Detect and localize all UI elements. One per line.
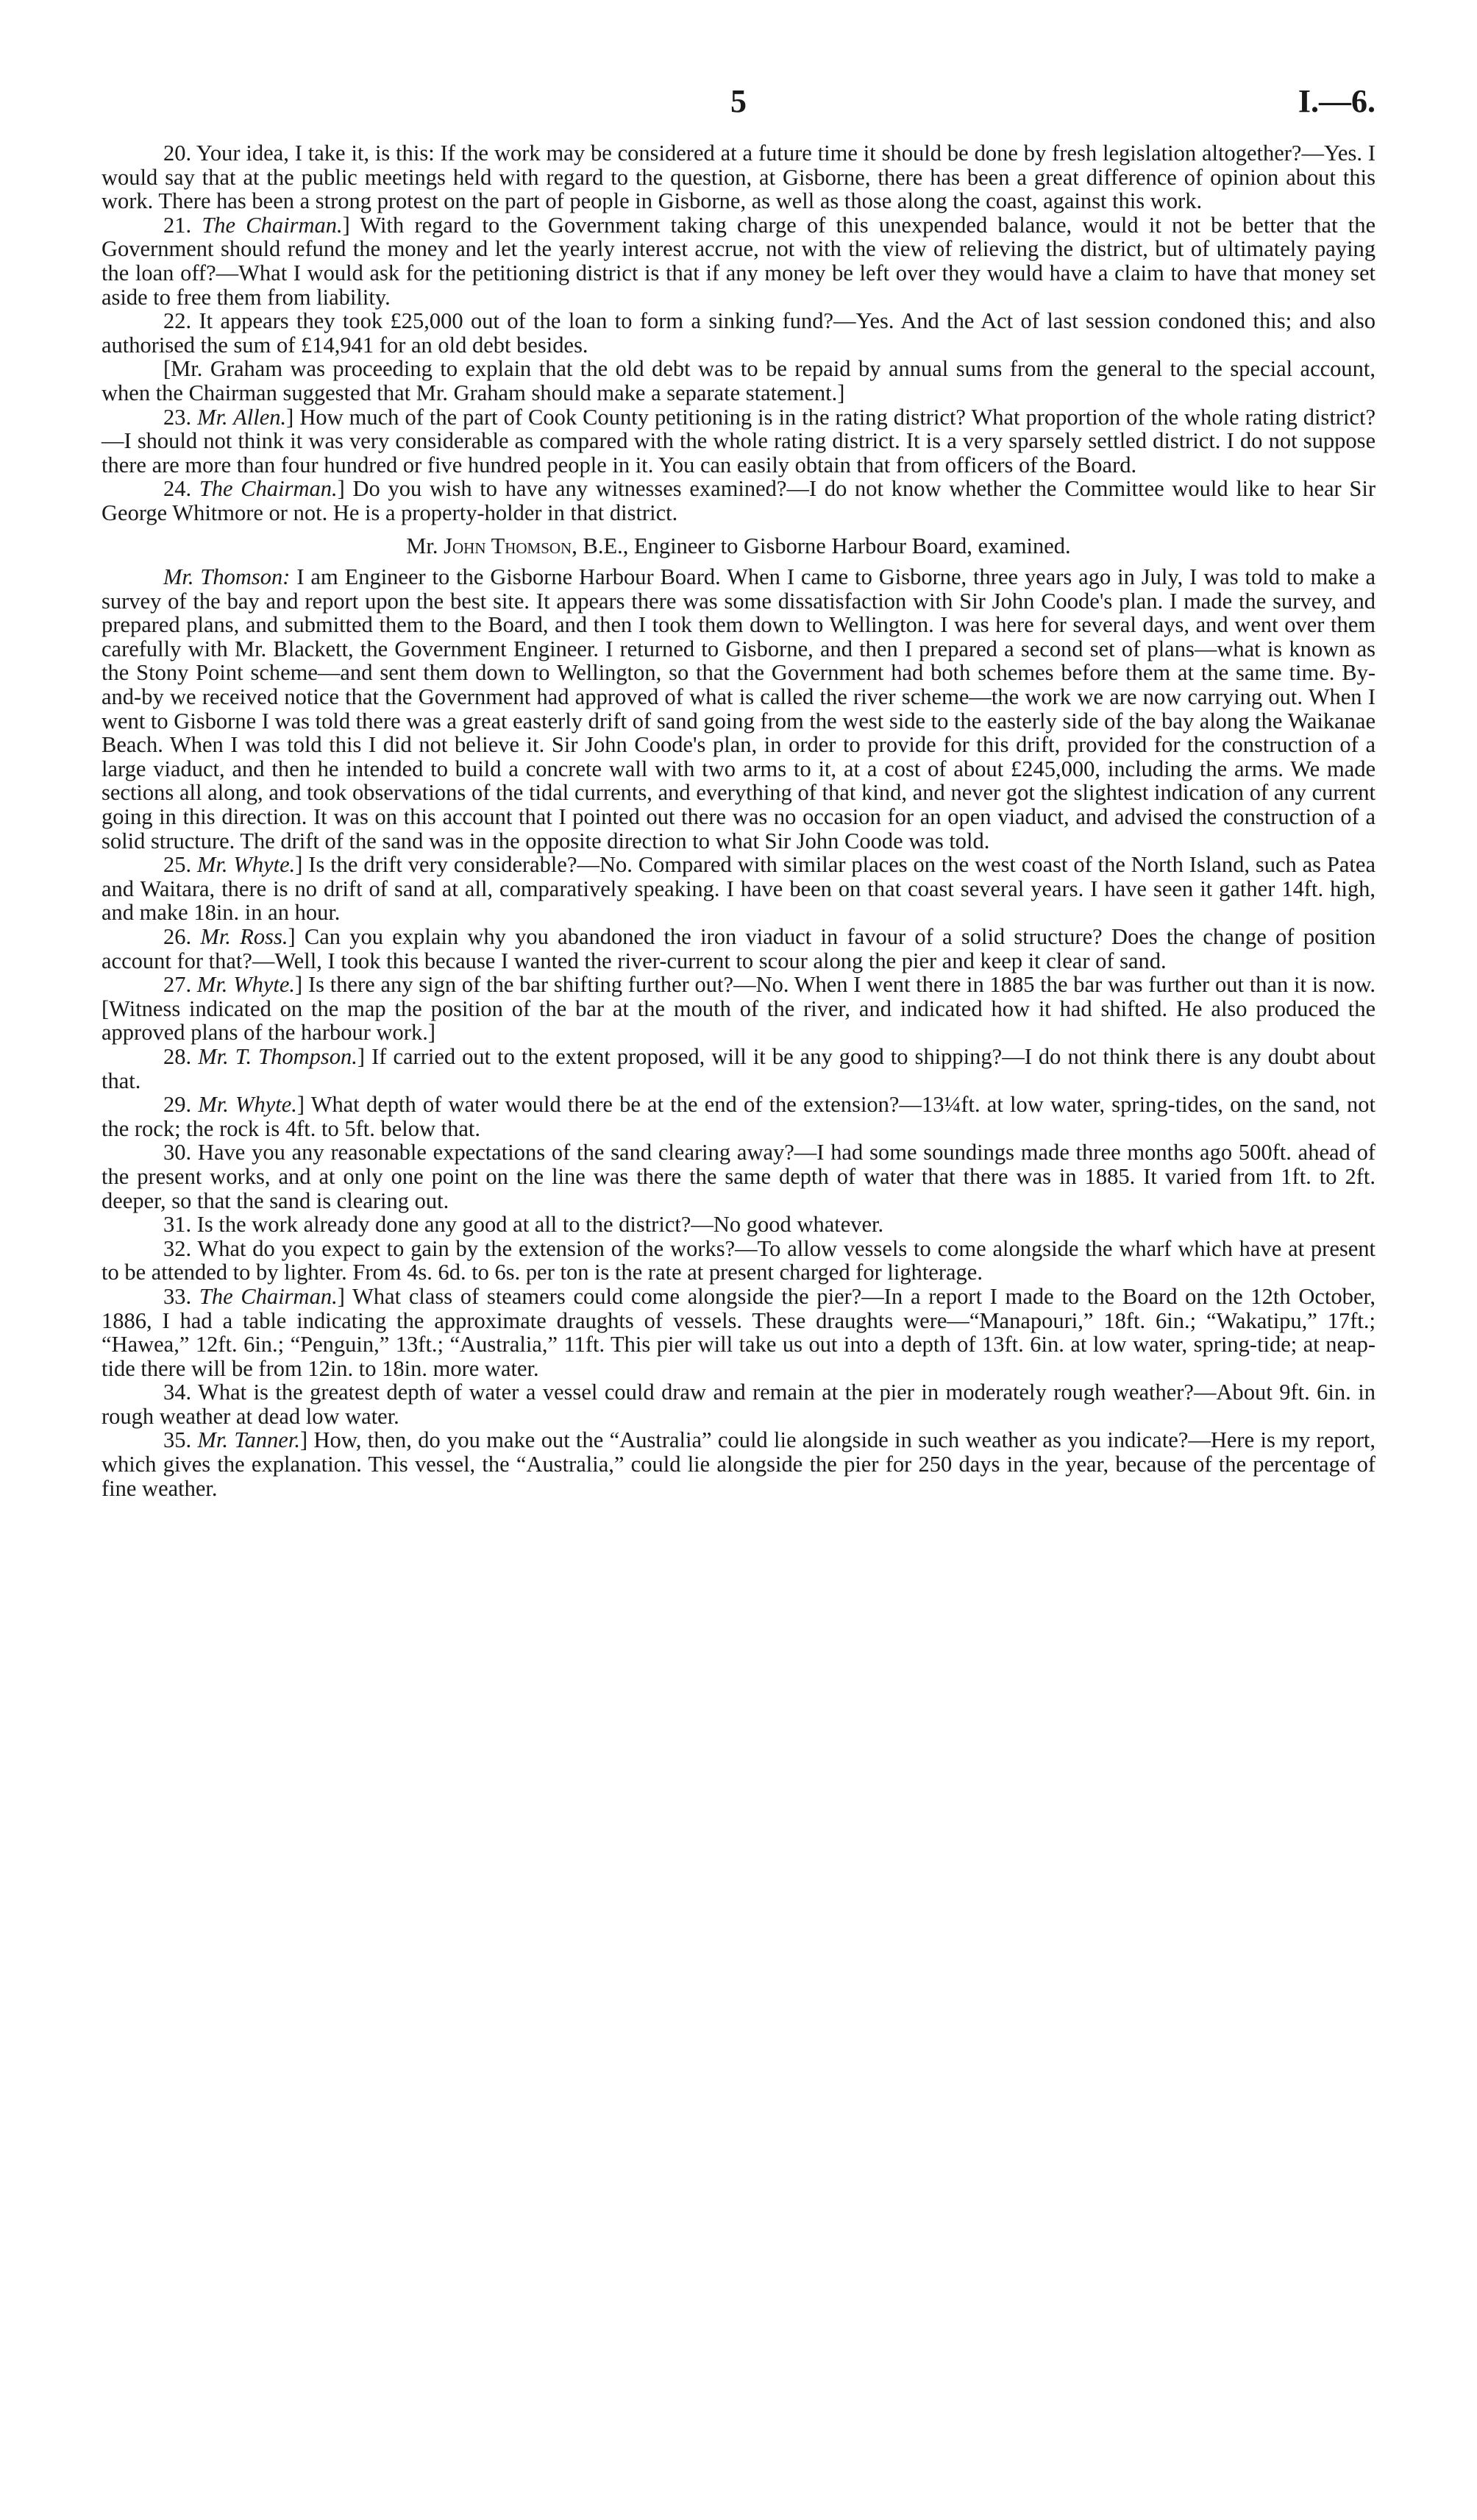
speaker-name: Mr. Thomson:	[163, 564, 291, 590]
heading-title: Mr.	[406, 533, 438, 558]
question-paragraph: 28. Mr. T. Thompson.] If carried out to the extent proposed, will it be any good to shipping?—I do not think there is any doubt about that.	[102, 1043, 1376, 1093]
text-paragraph	[102, 357, 1375, 405]
paragraph-text: Do you wish to have any witnesses examined?—I do not know whether the Committee would like to hear Sir George Whitmore or not. He is a property-holder in that district.	[102, 476, 1375, 525]
paragraph-text: 22. It appears they took £25,000 out of the loan to form a sinking fund?—Yes. And the Act of last session condoned this; and also authorised the sum of £14,941 for an old debt besides.	[102, 308, 1375, 358]
paragraph-text: Is there any sign of the bar shifting further out?—No. When I went there in 1885 the bar was further out than it is now. [Witness indicated on the map the position of the bar at the mouth of the river, and indicated how it had shifted. He also produced the approved plans of the harbour work.]	[102, 972, 1375, 1046]
question-number: 21.	[163, 212, 192, 238]
paragraph-text: With regard to the Government taking charge of this unexpended balance, would it not be better that the Government should refund the money and let the yearly interest accrue, not with the view of relieving the district, but of ultimately paying the loan off?—What I would ask for the petitioning district is that if any money be left over they would have a claim to have that money set aside to free them from liability.	[102, 212, 1376, 310]
testimony-paragraph	[102, 565, 1375, 853]
paragraph-text: What class of steamers could come alongside the pier?—In a report I made to the Board on the 12th October, 1886, I had a table indicating the approximate draughts of vessels. These draughts were—“Manapouri,” 18ft. 6in.; “Wakatipu,” 17ft.; “Hawea,” 12ft. 6in.; “Penguin,” 13ft.; “Australia,” 11ft. This pier will take us out into a depth of 13ft. 6in. at low water, spring-tide; at neap-tide there will be from 12in. to 18in. more water.	[102, 1283, 1376, 1381]
paragraph-text: I am Engineer to the Gisborne Harbour Board. When I came to Gisborne, three years ago in July, I was told to make a survey of the bay and report upon the best site. It appears there was some dissatisfaction with Sir John Coode's plan. I made the survey, and prepared plans, and submitted them to the Board, and then I took them down to Wellington. I was here for several days, and went over them carefully with Mr. Blackett, the Government Engineer. I returned to Gisborne, and then I prepared a second set of plans—what is known as the Stony Point scheme—and sent them down to Wellington, so that the Government had both schemes before them at the same time. By-and-by we received notice that the Government had approved of what is called the river scheme—the work we are now carrying out. When I went to Gisborne I was told there was a great easterly drift of sand going from the west side to the easterly side of the bay along the Waikanae Beach. When I was told this I did not believe it. Sir John Coode's plan, in order to provide for this drift, provided for the construction of a large viaduct, and then he intended to build a concrete wall with two arms to it, at a cost of about £245,000, including the arms. We made sections all along, and took observations of the tidal currents, and everything of that kind, and never got the slightest indication of any current going in this direction. It was on this account that I pointed out there was no occasion for an open viaduct, and advised the construction of a solid structure. The drift of the sand was in the opposite direction to what Sir John Coode was told.	[102, 564, 1375, 853]
document-page	[102, 79, 1375, 1500]
question-paragraph: 35. Mr. Tanner.] How, then, do you make out the “Australia” could lie alongside in such weather as you indicate?—Here is my report, which gives the explanation. This vessel, the “Australia,” could lie alongside the pier for 250 days in the year, because of the percentage of fine weather.	[102, 1427, 1375, 1501]
text-paragraph	[102, 141, 1375, 213]
paragraph-text: 20. Your idea, I take it, is this: If the work may be considered at a future time it should be done by fresh legislation altogether?—Yes. I would say that at the public meetings held with regard to the question, at Gisborne, there has been a great difference of opinion about this work. There has been a strong protest on the part of people in Gisborne, as well as those along the coast, against this work.	[102, 141, 1375, 214]
question-paragraph: 26. Mr. Ross.] Can you explain why you abandoned the iron viaduct in favour of a solid structure? Does the change of position account for that?—Well, I took this because I wanted the river-current to scour along the pier and keep it clear of sand.	[102, 924, 1376, 973]
page-header	[102, 79, 1375, 135]
paragraph-text: 34. What is the greatest depth of water a vessel could draw and remain at the pier in moderately rough weather?—About 9ft. 6in. in rough weather at dead low water.	[102, 1380, 1375, 1429]
question-paragraph: 33. The Chairman.] What class of steamers could come alongside the pier?—In a report I made to the Board on the 12th October, 1886, I had a table indicating the approximate draughts of vessels. These draughts were—“Manapouri,” 18ft. 6in.; “Wakatipu,” 17ft.; “Hawea,” 12ft. 6in.; “Penguin,” 13ft.; “Australia,” 11ft. This pier will take us out into a depth of 13ft. 6in. at low water, spring-tide; at neap-tide there will be from 12in. to 18in. more water.	[102, 1283, 1376, 1381]
question-number: 27.	[163, 972, 192, 998]
question-number: 23.	[163, 404, 192, 430]
speaker-name: The Chairman.	[202, 212, 343, 238]
question-number: 25.	[163, 852, 192, 878]
question-number: 33.	[163, 1283, 192, 1309]
paragraph-text: Is the drift very considerable?—No. Compared with similar places on the west coast of the North Island, such as Patea and Waitara, there is no drift of sand at all, comparatively speaking. I have been on that coast several years. I have seen it gather 14ft. high, and make 18in. in an hour.	[102, 852, 1375, 926]
question-number: 28.	[163, 1043, 192, 1069]
question-number: 35.	[163, 1427, 192, 1453]
question-paragraph: 23. Mr. Allen.] How much of the part of Cook County petitioning is in the rating district? What proportion of the whole rating district?—I should not think it was very considerable as compared with the whole rating district. It is a very sparsely settled district. I do not suppose there are more than four hundred or five hundred people in it. You can easily obtain that from officers of the Board.	[102, 404, 1375, 478]
speaker-name: The Chairman.	[199, 476, 338, 502]
question-paragraph: 24. The Chairman.] Do you wish to have any witnesses examined?—I do not know whether the Committee would like to hear Sir George Whitmore or not. He is a property-holder in that district.	[102, 476, 1375, 525]
text-paragraph	[102, 1380, 1375, 1428]
question-paragraph: 25. Mr. Whyte.] Is the drift very considerable?—No. Compared with similar places on the west coast of the North Island, such as Patea and Waitara, there is no drift of sand at all, comparatively speaking. I have been on that coast several years. I have seen it gather 14ft. high, and make 18in. in an hour.	[102, 852, 1375, 926]
speaker-name: The Chairman.	[199, 1283, 338, 1309]
text-paragraph	[102, 1213, 1375, 1237]
paragraph-text: If carried out to the extent proposed, will it be any good to shipping?—I do not think there is any doubt about that.	[102, 1043, 1376, 1093]
speaker-name: Mr. Tanner.	[197, 1427, 300, 1453]
witness-name: John Thomson	[444, 533, 572, 558]
witness-heading	[102, 534, 1375, 558]
text-paragraph	[102, 1140, 1375, 1213]
question-number: 24.	[163, 476, 192, 502]
question-paragraph: 21. The Chairman.] With regard to the Government taking charge of this unexpended balance, would it not be better that the Government should refund the money and let the yearly interest accrue, not with the view of relieving the district, but of ultimately paying the loan off?—What I would ask for the petitioning district is that if any money be left over they would have a claim to have that money set aside to free them from liability.	[102, 212, 1376, 310]
speaker-name: Mr. Ross.	[200, 924, 288, 949]
paragraph-text: Can you explain why you abandoned the iron viaduct in favour of a solid structure? Does the change of position account for that?—Well, I took this because I wanted the river-current to scour along the pier and keep it clear of sand.	[102, 924, 1376, 973]
paragraph-text: 31. Is the work already done any good at all to the district?—No good whatever.	[163, 1212, 884, 1238]
question-number: 29.	[163, 1092, 192, 1118]
question-paragraph: 29. Mr. Whyte.] What depth of water would there be at the end of the extension?—13¼ft. at low water, spring-tides, on the sand, not the rock; the rock is 4ft. to 5ft. below that.	[102, 1092, 1376, 1141]
page-number: 5	[730, 83, 747, 119]
speaker-name: Mr. Allen.	[197, 404, 287, 430]
speaker-name: Mr. Whyte.	[197, 852, 296, 878]
heading-description: , B.E., Engineer to Gisborne Harbour Board, examined.	[572, 533, 1071, 558]
speaker-name: Mr. Whyte.	[198, 1092, 297, 1118]
text-paragraph	[102, 1237, 1375, 1285]
paragraph-text: What depth of water would there be at the end of the extension?—13¼ft. at low water, spring-tides, on the sand, not the rock; the rock is 4ft. to 5ft. below that.	[102, 1092, 1376, 1141]
speaker-name: Mr. T. Thompson.	[198, 1043, 357, 1069]
speaker-name: Mr. Whyte.	[196, 972, 296, 998]
document-body	[102, 141, 1375, 1500]
paragraph-text: [Mr. Graham was proceeding to explain that the old debt was to be repaid by annual sums from the general to the special account, when the Chairman suggested that Mr. Graham should make a separate statement.]	[102, 356, 1375, 405]
text-paragraph	[102, 309, 1375, 357]
paragraph-text: How, then, do you make out the “Australia” could lie alongside in such weather as you indicate?—Here is my report, which gives the explanation. This vessel, the “Australia,” could lie alongside the pier for 250 days in the year, because of the percentage of fine weather.	[102, 1427, 1375, 1501]
document-reference: I.—6.	[1298, 83, 1375, 119]
question-paragraph: 27. Mr. Whyte.] Is there any sign of the bar shifting further out?—No. When I went there in 1885 the bar was further out than it is now. [Witness indicated on the map the position of the bar at the mouth of the river, and indicated how it had shifted. He also produced the approved plans of the harbour work.]	[102, 972, 1375, 1046]
paragraph-text: 30. Have you any reasonable expectations of the sand clearing away?—I had some soundings made three months ago 500ft. ahead of the present works, and at only one point on the line was there the same depth of water that there was in 1885. It varied from 1ft. to 2ft. deeper, so that the sand is clearing out.	[102, 1140, 1375, 1213]
question-number: 26.	[163, 924, 192, 949]
paragraph-text: 32. What do you expect to gain by the extension of the works?—To allow vessels to come alongside the wharf which have at present to be attended to by lighter. From 4s. 6d. to 6s. per ton is the rate at present charged for lighterage.	[102, 1235, 1375, 1285]
paragraph-text: How much of the part of Cook County petitioning is in the rating district? What proportion of the whole rating district?—I should not think it was very considerable as compared with the whole rating district. It is a very sparsely settled district. I do not suppose there are more than four hundred or five hundred people in it. You can easily obtain that from officers of the Board.	[102, 404, 1375, 478]
